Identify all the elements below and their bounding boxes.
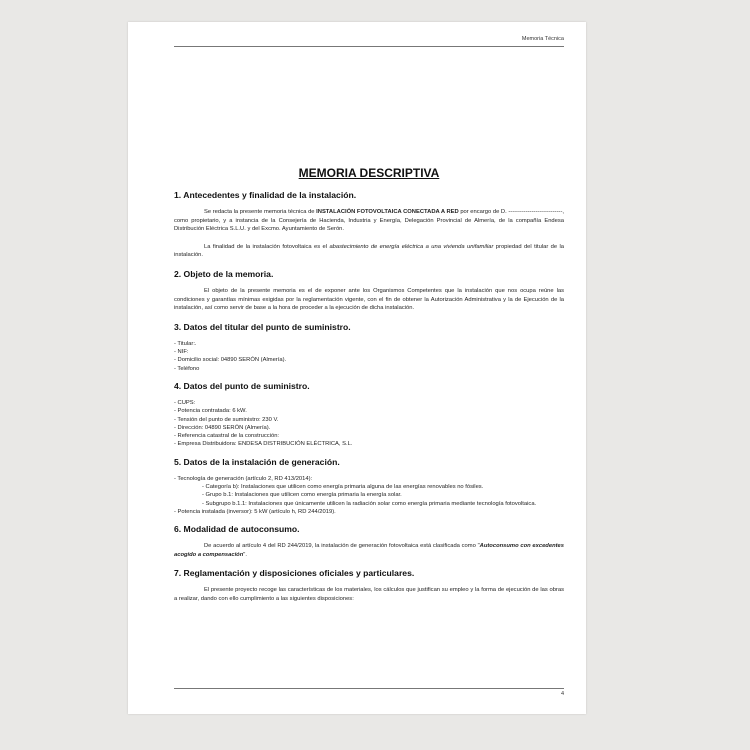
section-4-heading: 4. Datos del punto de suministro. (174, 380, 310, 391)
italic-run: abastecimiento de energía eléctrica a una vivienda unifamiliar (329, 243, 494, 250)
bold-italic-run: Autoconsumo con excedentes acogido a compensación (174, 543, 564, 558)
text-run: Se redacta la presente memoria técnica de (204, 209, 317, 215)
bold-run: INSTALACIÓN FOTOVOLTAICA CONECTADA A RED (316, 209, 459, 215)
header-rule (174, 46, 564, 47)
running-header: Memoria Técnica (521, 36, 564, 42)
text-run: por encargo de D. ----------------------------, como propietario, y a instancia de la Consejería de Hacienda, Industria y Energía, Delegación Provincial de Almería, de la compañía Endesa Distribución Eléctrica S.L.U. y del Excmo. Ayuntamiento de Serón. (174, 209, 564, 233)
list-item: - Potencia instalada (inversor): 5 kW (artículo h, RD 244/2019). (174, 508, 336, 515)
list-item: - Tecnología de generación (artículo 2, RD 413/2014): (174, 475, 313, 482)
list-item: - Potencia contratada: 6 kW. (174, 408, 247, 415)
list-item: - Empresa Distribuidora: ENDESA DISTRIBUCIÓN ELÉCTRICA, S.L. (174, 441, 353, 448)
footer-rule (174, 688, 564, 689)
page-number: 4 (560, 691, 564, 697)
section-5-heading: 5. Datos de la instalación de generación. (174, 456, 340, 467)
text-run: De acuerdo al artículo 4 del RD 244/2019, la instalación de generación fotovoltaica está clasificada como " (204, 543, 480, 550)
section-2-heading: 2. Objeto de la memoria. (174, 268, 274, 279)
list-subitem: - Grupo b.1: Instalaciones que utilicen como energía primaria la energía solar. (202, 492, 402, 499)
text-run: propiedad del titular de la instalación. (174, 243, 564, 259)
section-7-paragraph: El presente proyecto recoge las características de los materiales, los cálculos que justifican su empleo y la forma de ejecución de las obras a realizar, dando con ello cumplimiento a las siguientes disposiciones: (174, 587, 564, 602)
document-page (128, 22, 586, 714)
page-content (174, 166, 564, 613)
section-3-list (174, 340, 564, 373)
list-item: - Dirección: 04890 SERÓN (Almería). (174, 424, 271, 431)
document-title: MEMORIA DESCRIPTIVA (298, 166, 440, 180)
list-item: - Teléfono (174, 365, 200, 372)
list-item: - Tensión del punto de suministro: 230 V. (174, 416, 279, 423)
section-4-list (174, 399, 564, 449)
section-1-heading: 1. Antecedentes y finalidad de la instalación. (174, 190, 357, 200)
section-1-paragraph-1 (174, 208, 564, 234)
section-6-heading: 6. Modalidad de autoconsumo. (174, 524, 300, 535)
list-item: - CUPS: (174, 399, 196, 406)
section-7-heading: 7. Reglamentación y disposiciones oficiales y particulares. (174, 568, 415, 579)
list-item: - Referencia catastral de la construcción: (174, 433, 280, 440)
section-3-heading: 3. Datos del titular del punto de suministro. (174, 321, 351, 332)
section-5-list (174, 475, 564, 516)
list-item: - Titular:. (174, 340, 197, 347)
text-run: La finalidad de la instalación fotovoltaica es el (204, 243, 330, 250)
list-item: - Domicilio social: 04890 SERÓN (Almería). (174, 357, 287, 364)
list-subitem: - Subgrupo b.1.1: Instalaciones que únicamente utilicen la radiación solar como energía primaria mediante tecnología fotovoltaica. (202, 500, 537, 507)
list-subitem: - Categoría b): Instalaciones que utilicen como energía primaria alguna de las energías renovables no fósiles. (202, 484, 484, 491)
list-item: - NIF: (174, 349, 189, 356)
section-2-paragraph: El objeto de la presente memoria es el de exponer ante los Organismos Competentes que la instalación que nos ocupa reúne las condiciones y garantías mínimas exigidas por la reglamentación vigente, con el fin de obtener la Autorización Administrativa y la de Ejecución de la instalación, así como servir de base a la hora de proceder a la ejecución de dicha instalación. (174, 287, 564, 312)
text-run: ". (243, 551, 247, 558)
section-6-paragraph (174, 542, 564, 559)
section-1-paragraph-2 (174, 243, 564, 260)
